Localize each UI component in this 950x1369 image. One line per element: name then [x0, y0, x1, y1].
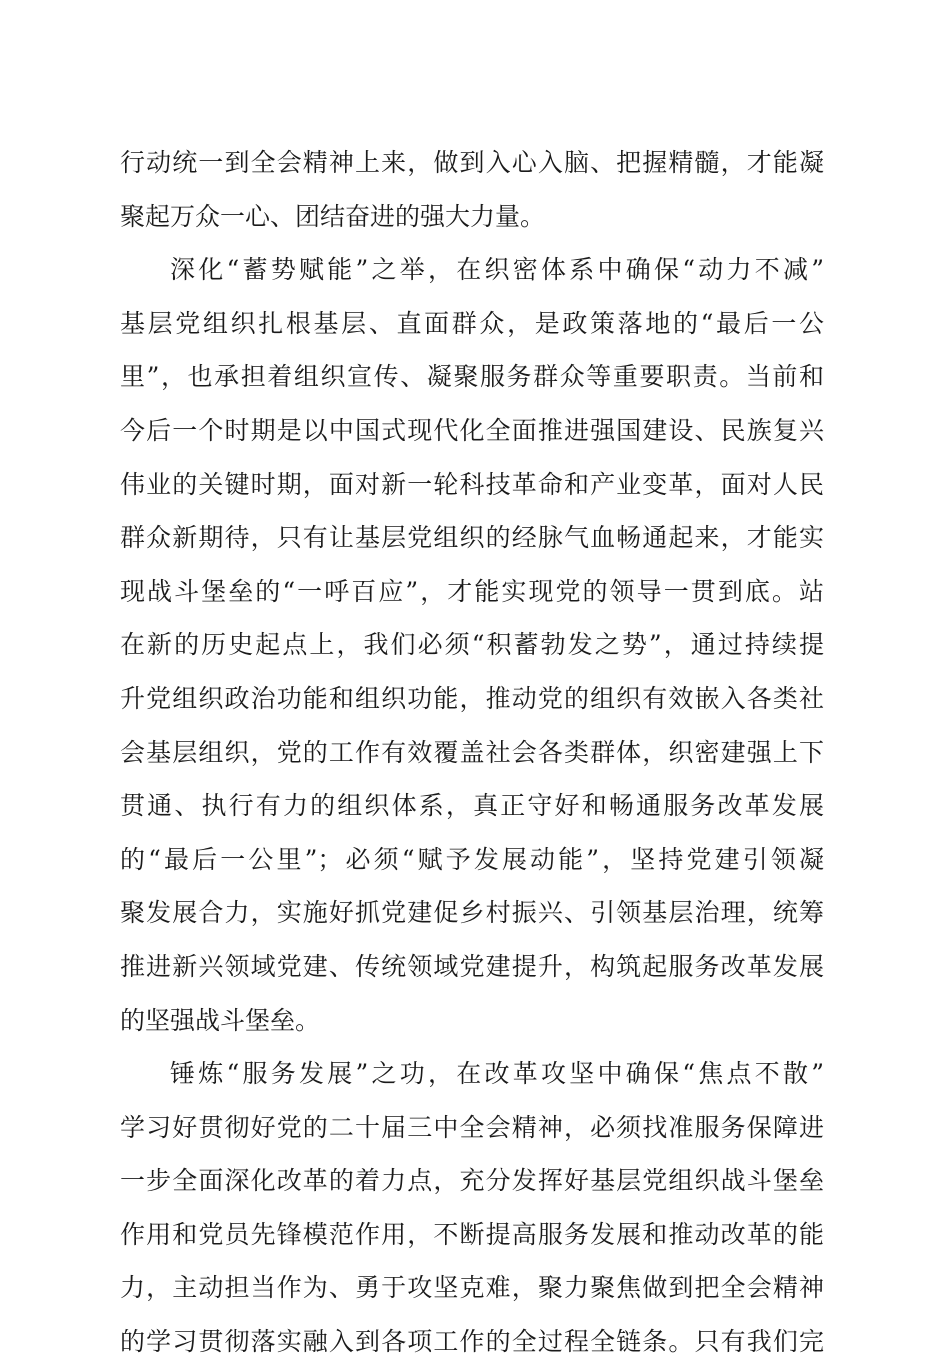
text-line: 会基层组织，党的工作有效覆盖社会各类群体，织密建强上下 — [120, 737, 824, 767]
text-line: 贯通、执行有力的组织体系，真正守好和畅通服务改革发展 — [120, 791, 824, 821]
text-line: 在新的历史起点上，我们必须“积蓄勃发之势”，通过持续提 — [120, 630, 824, 660]
document-body — [120, 136, 824, 1369]
text-line: 基层党组织扎根基层、直面群众，是政策落地的“最后一公 — [120, 308, 824, 338]
text-line: 一步全面深化改革的着力点，充分发挥好基层党组织战斗堡垒 — [120, 1166, 824, 1196]
text-line: 力，主动担当作为、勇于攻坚克难，聚力聚焦做到把全会精神 — [120, 1273, 824, 1303]
text-line: 里”，也承担着组织宣传、凝聚服务群众等重要职责。当前和 — [120, 362, 824, 392]
text-line: 行动统一到全会精神上来，做到入心入脑、把握精髓，才能凝 — [120, 148, 824, 177]
text-line: 群众新期待，只有让基层党组织的经脉气血畅通起来，才能实 — [120, 523, 824, 553]
text-line: 学习好贯彻好党的二十届三中全会精神，必须找准服务保障进 — [120, 1112, 824, 1142]
paragraph-heading-line: 锤炼“服务发展”之功，在改革攻坚中确保“焦点不散” — [170, 1059, 824, 1089]
text-line: 今后一个时期是以中国式现代化全面推进强国建设、民族复兴 — [120, 415, 824, 445]
text-line: 聚起万众一心、团结奋进的强大力量。 — [120, 201, 546, 231]
paragraph-heading-line: 深化“蓄势赋能”之举，在织密体系中确保“动力不减” — [170, 255, 824, 285]
text-line: 现战斗堡垒的“一呼百应”，才能实现党的领导一贯到底。站 — [120, 576, 824, 606]
text-line: 的坚强战斗堡垒。 — [120, 1005, 321, 1035]
text-line: 推进新兴领域党建、传统领域党建提升，构筑起服务改革发展 — [120, 951, 824, 981]
text-line: 聚发展合力，实施好抓党建促乡村振兴、引领基层治理，统筹 — [120, 898, 824, 928]
text-line: 伟业的关键时期，面对新一轮科技革命和产业变革，面对人民 — [120, 469, 824, 499]
text-line: 作用和党员先锋模范作用，不断提高服务发展和推动改革的能 — [120, 1219, 824, 1249]
text-line: 的“最后一公里”；必须“赋予发展动能”，坚持党建引领凝 — [120, 844, 824, 874]
text-line: 升党组织政治功能和组织功能，推动党的组织有效嵌入各类社 — [120, 683, 824, 713]
text-line: 的学习贯彻落实融入到各项工作的全过程全链条。只有我们完 — [120, 1327, 824, 1357]
